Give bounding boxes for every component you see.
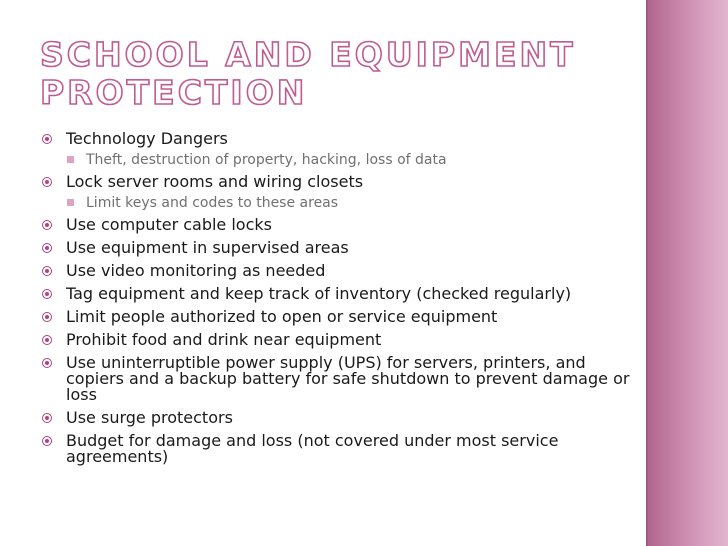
bullet-item [42, 131, 632, 167]
bullet-item [42, 332, 632, 348]
slide-content [42, 131, 632, 472]
bullet-item [42, 263, 632, 279]
circle-bullet-icon [42, 243, 52, 253]
bullet-item [42, 355, 632, 403]
slide-title-line-1: SCHOOL AND EQUIPMENT [40, 35, 576, 74]
slide-title [40, 36, 630, 112]
bullet-list [42, 131, 632, 465]
bullet-text: Lock server rooms and wiring closets [66, 172, 364, 191]
sub-bullet-item [66, 196, 632, 210]
bullet-text: Limit people authorized to open or service equipment [66, 307, 498, 326]
slide-title-line-2: PROTECTION [40, 73, 308, 112]
bullet-item [42, 410, 632, 426]
circle-bullet-icon [42, 358, 52, 368]
circle-bullet-icon [42, 312, 52, 322]
bullet-item [42, 309, 632, 325]
sub-bullet-item [66, 153, 632, 167]
bullet-text: Technology Dangers [66, 129, 228, 148]
circle-bullet-icon [42, 220, 52, 230]
bullet-item [42, 286, 632, 302]
bullet-text: Use computer cable locks [66, 215, 272, 234]
bullet-item [42, 240, 632, 256]
sub-bullet-list [66, 153, 632, 167]
bullet-text: Use uninterruptible power supply (UPS) for servers, printers, and copiers and a backup battery for safe shutdown to prevent damage or loss [66, 353, 630, 404]
circle-bullet-icon [42, 289, 52, 299]
bullet-text: Use equipment in supervised areas [66, 238, 349, 257]
bullet-text: Use surge protectors [66, 408, 233, 427]
bullet-item [42, 217, 632, 233]
circle-bullet-icon [42, 413, 52, 423]
bullet-text: Use video monitoring as needed [66, 261, 326, 280]
sub-bullet-list [66, 196, 632, 210]
sub-bullet-text: Theft, destruction of property, hacking, loss of data [86, 152, 447, 168]
circle-bullet-icon [42, 335, 52, 345]
circle-bullet-icon [42, 436, 52, 446]
circle-bullet-icon [42, 266, 52, 276]
bullet-item [42, 433, 632, 465]
square-bullet-icon [67, 199, 74, 206]
bullet-text: Prohibit food and drink near equipment [66, 330, 382, 349]
side-decorative-band [648, 0, 728, 546]
sub-bullet-text: Limit keys and codes to these areas [86, 195, 339, 211]
circle-bullet-icon [42, 134, 52, 144]
bullet-item [42, 174, 632, 210]
circle-bullet-icon [42, 177, 52, 187]
square-bullet-icon [67, 156, 74, 163]
bullet-text: Tag equipment and keep track of inventory (checked regularly) [66, 284, 572, 303]
bullet-text: Budget for damage and loss (not covered under most service agreements) [66, 431, 559, 466]
